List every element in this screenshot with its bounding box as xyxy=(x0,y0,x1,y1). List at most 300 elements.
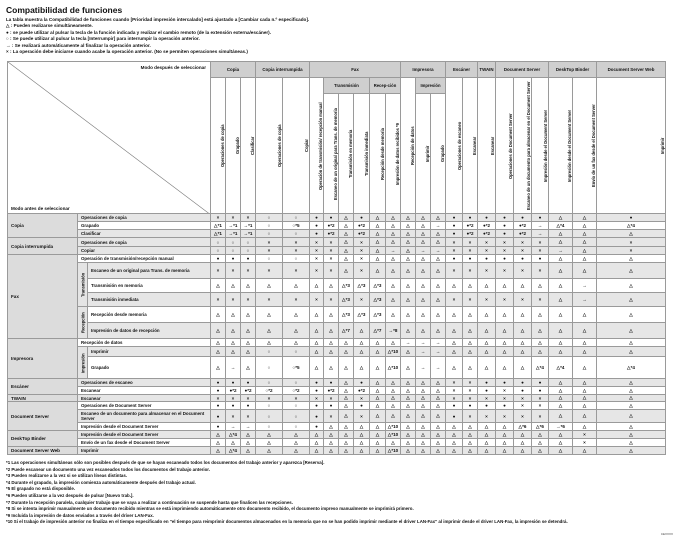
compat-cell: → xyxy=(431,222,446,230)
compat-cell: △ xyxy=(354,431,370,439)
compat-cell: × xyxy=(496,395,514,402)
table-row xyxy=(8,439,666,447)
compat-cell: △ xyxy=(401,247,416,255)
col-header: Operaciones de copia xyxy=(256,78,283,214)
compat-cell: △ xyxy=(416,439,431,447)
compat-cell: ● xyxy=(478,379,496,387)
compat-cell: × xyxy=(478,263,496,279)
row-subgroup-fax-recepcion: Recepción xyxy=(78,307,88,339)
compat-cell: △ xyxy=(514,347,532,357)
compat-cell: × xyxy=(324,255,339,263)
compat-cell: △ xyxy=(446,339,463,347)
compat-cell: ● xyxy=(354,402,370,410)
compat-cell: △ xyxy=(431,293,446,307)
compat-cell: × xyxy=(226,395,241,402)
compat-cell: △ xyxy=(463,447,478,455)
compat-cell: △ xyxy=(283,447,310,455)
compat-cell: × xyxy=(532,293,549,307)
compat-cell: △ xyxy=(226,279,241,293)
row-label: Recepción desde memoria xyxy=(88,307,211,323)
compat-cell: △ xyxy=(283,307,310,323)
compat-cell: △ xyxy=(339,395,354,402)
compat-cell: ● xyxy=(324,379,339,387)
compat-cell: × xyxy=(514,410,532,423)
compat-cell: △ xyxy=(431,387,446,395)
compat-cell: △ xyxy=(370,357,386,379)
compat-cell: △ xyxy=(431,255,446,263)
compat-cell: △ xyxy=(416,379,431,387)
compat-cell: → xyxy=(226,357,241,379)
compat-cell: ●*2 xyxy=(324,222,339,230)
compat-cell: × xyxy=(496,263,514,279)
compat-cell: ○ xyxy=(211,247,226,255)
legend-item: ○ : Se puede utilizar al pulsar la tecla [Interrumpir] para interrumpir la operación anterior. xyxy=(6,36,200,42)
compat-cell: × xyxy=(597,247,666,255)
compat-cell: △ xyxy=(416,293,431,307)
compat-cell: × xyxy=(446,247,463,255)
compat-cell: △*10 xyxy=(386,347,401,357)
compat-cell: × xyxy=(241,293,256,307)
compat-cell: △ xyxy=(431,238,446,247)
compat-cell: △ xyxy=(496,307,514,323)
compat-cell: △ xyxy=(256,431,283,439)
compat-cell: → xyxy=(416,347,431,357)
table-row xyxy=(8,222,666,230)
compat-cell: △ xyxy=(354,439,370,447)
col-subgroup-impresion: Impresión xyxy=(416,78,446,94)
row-subgroup-fax-transmision: Transmisión xyxy=(78,263,88,307)
compat-cell: △ xyxy=(386,230,401,238)
col-header: Transmisión en memoria xyxy=(339,94,354,214)
compat-cell: △ xyxy=(401,347,416,357)
compat-cell: △ xyxy=(310,439,324,447)
compat-cell: △*3 xyxy=(339,307,354,323)
compat-cell: △ xyxy=(463,347,478,357)
compat-cell: △ xyxy=(339,214,354,222)
compat-cell: △ xyxy=(549,255,573,263)
compat-cell: ● xyxy=(496,222,514,230)
compat-cell: △ xyxy=(386,439,401,447)
compat-cell: △ xyxy=(416,402,431,410)
compat-cell: ● xyxy=(478,402,496,410)
table-row xyxy=(8,387,666,395)
compat-cell: △ xyxy=(431,307,446,323)
compat-cell: △ xyxy=(339,339,354,347)
compat-cell: × xyxy=(446,238,463,247)
compat-cell: △ xyxy=(549,379,573,387)
compat-cell: × xyxy=(310,263,324,279)
compat-cell: △ xyxy=(549,214,573,222)
row-label: Copiar xyxy=(78,247,211,255)
triangle-symbol-icon: △ xyxy=(6,23,10,29)
compat-cell: △ xyxy=(211,431,226,439)
compat-cell: △ xyxy=(339,238,354,247)
compat-cell: ● xyxy=(514,255,532,263)
compat-cell: △ xyxy=(386,293,401,307)
compat-cell: △*10 xyxy=(386,447,401,455)
compat-cell: × xyxy=(478,247,496,255)
compat-cell: △ xyxy=(549,439,573,447)
col-header: Copiar xyxy=(283,78,310,214)
compat-cell: △ xyxy=(401,255,416,263)
compat-cell: △ xyxy=(256,307,283,323)
row-label: Impresión de datos de recepción xyxy=(88,323,211,339)
col-header: Escanear xyxy=(463,78,478,214)
compat-cell: ● xyxy=(532,387,549,395)
compat-cell: △ xyxy=(478,447,496,455)
footnote: *3 Pueden realizarse a la vez si se utilizan líneas distintas. xyxy=(6,473,128,479)
compat-cell: △ xyxy=(211,279,226,293)
row-label: Recepción de datos xyxy=(78,339,211,347)
compat-cell: △ xyxy=(339,423,354,431)
compat-cell: × xyxy=(514,395,532,402)
table-row xyxy=(8,357,666,379)
compat-cell: △ xyxy=(446,279,463,293)
compat-cell: △ xyxy=(496,347,514,357)
compat-cell: × xyxy=(496,247,514,255)
compat-cell: △ xyxy=(431,447,446,455)
compat-cell: × xyxy=(446,379,463,387)
compat-cell: × xyxy=(463,395,478,402)
compat-cell: △ xyxy=(386,402,401,410)
compat-cell: △ xyxy=(573,357,597,379)
compat-cell: △ xyxy=(416,431,431,439)
compat-cell: ○ xyxy=(241,238,256,247)
compat-cell: △ xyxy=(478,347,496,357)
footnote: *10 Si el trabajo de impresión anterior no finaliza en el tiempo especificado en "el tiempo para reimprimir documentos almacenados en la memoria que no se han podido imprimir mediante el driver LAN-Fax" al imprimir desde el driver LAN-Fax, la impresión se detendrá. xyxy=(6,519,568,525)
compat-cell: △ xyxy=(370,222,386,230)
compat-cell: × xyxy=(283,263,310,279)
compat-cell: ● xyxy=(226,255,241,263)
col-subgroup-recepcion: Recep-ción xyxy=(370,78,401,94)
compat-cell: △ xyxy=(370,214,386,222)
compat-cell: × xyxy=(310,395,324,402)
cross-symbol-icon: × xyxy=(6,49,9,55)
compat-cell: × xyxy=(226,263,241,279)
compat-cell: △ xyxy=(401,379,416,387)
compat-cell: ● xyxy=(310,423,324,431)
compat-cell: △ xyxy=(532,307,549,323)
compat-cell: ● xyxy=(310,214,324,222)
compat-cell: →*1 xyxy=(241,222,256,230)
col-header: Recepción desde memoria xyxy=(370,94,386,214)
compat-cell: △ xyxy=(573,410,597,423)
compat-cell: △ xyxy=(463,279,478,293)
compat-cell: △ xyxy=(597,379,666,387)
compat-cell: × xyxy=(226,293,241,307)
compat-cell: ● xyxy=(478,255,496,263)
compat-cell: ○ xyxy=(256,222,283,230)
compat-cell: △ xyxy=(532,447,549,455)
compat-cell: △ xyxy=(386,214,401,222)
row-label: Operaciones de copia xyxy=(78,238,211,247)
compat-cell: → xyxy=(573,293,597,307)
col-header: Escaneo de un original para Trans. de memoria xyxy=(324,94,339,214)
compat-cell: × xyxy=(463,387,478,395)
compat-cell: △ xyxy=(386,379,401,387)
compat-cell: △ xyxy=(549,347,573,357)
compat-cell: △ xyxy=(431,423,446,431)
compat-cell: △ xyxy=(339,379,354,387)
compat-cell: △ xyxy=(446,447,463,455)
compat-cell: × xyxy=(514,293,532,307)
compat-cell: ● xyxy=(211,387,226,395)
compat-cell: △ xyxy=(370,255,386,263)
compat-cell: ● xyxy=(211,423,226,431)
table-row xyxy=(8,230,666,238)
compat-cell: ●*2 xyxy=(226,387,241,395)
compat-cell: △ xyxy=(597,439,666,447)
col-group-twain: TWAIN xyxy=(478,62,496,78)
compat-cell: △ xyxy=(416,307,431,323)
row-subgroup-impresora-impresion: Impresión xyxy=(78,347,88,379)
footnote: *4 Durante el grapado, la impresión comienza automáticamente después del trabajo actual. xyxy=(6,479,196,485)
compat-cell: △ xyxy=(354,339,370,347)
compat-cell: △ xyxy=(324,323,339,339)
compat-cell: △ xyxy=(211,357,226,379)
compat-cell: △ xyxy=(416,255,431,263)
compat-cell: × xyxy=(256,293,283,307)
row-label: Impresión desde el Document Server xyxy=(78,423,211,431)
row-label: Operaciones de Document Server xyxy=(78,402,211,410)
col-header: Operación de transmisión/ recepción manual xyxy=(310,78,324,214)
compat-cell: △ xyxy=(431,431,446,439)
row-label: Transmisión en memoria xyxy=(88,279,211,293)
compat-cell: ○ xyxy=(256,410,283,423)
compat-cell: ○ xyxy=(283,402,310,410)
compat-cell: △ xyxy=(514,447,532,455)
compat-cell: △ xyxy=(573,238,597,247)
compat-cell: ● xyxy=(310,230,324,238)
compat-cell: △ xyxy=(256,323,283,339)
arrow-symbol-icon: → xyxy=(6,42,11,48)
row-label: Imprimir xyxy=(88,347,211,357)
compat-cell: △ xyxy=(226,339,241,347)
compat-cell: △ xyxy=(573,255,597,263)
compat-cell: × xyxy=(211,263,226,279)
compat-cell: × xyxy=(532,238,549,247)
figure-code: CEXXXX xyxy=(660,532,673,536)
compat-cell: →*1 xyxy=(226,222,241,230)
compat-cell: ● xyxy=(514,214,532,222)
compat-cell: ● xyxy=(324,214,339,222)
footnote: *7 Durante la recepción paralela, cualquier trabajo que se vaya a realizar a continuación se suspende hasta que finalicen las recepciones. xyxy=(6,499,293,505)
compat-cell: △ xyxy=(324,447,339,455)
row-label: Escanear xyxy=(78,387,211,395)
compat-cell: △ xyxy=(324,439,339,447)
compat-cell: → xyxy=(226,423,241,431)
compat-cell: △ xyxy=(401,431,416,439)
compat-cell: △ xyxy=(496,447,514,455)
compat-cell: ●*2 xyxy=(354,222,370,230)
compat-cell: △ xyxy=(386,307,401,323)
compat-cell: △ xyxy=(496,423,514,431)
compat-cell: △ xyxy=(370,238,386,247)
compat-cell: ● xyxy=(310,402,324,410)
compat-cell: △ xyxy=(283,279,310,293)
compat-cell: → xyxy=(532,222,549,230)
compat-cell: △ xyxy=(532,347,549,357)
compat-cell: △ xyxy=(532,279,549,293)
row-label: Escanear xyxy=(78,395,211,402)
compat-cell: △ xyxy=(370,431,386,439)
compat-cell: △ xyxy=(549,395,573,402)
compat-cell: △ xyxy=(370,247,386,255)
compat-cell: △ xyxy=(549,431,573,439)
compat-cell: △ xyxy=(573,339,597,347)
compat-cell: × xyxy=(283,395,310,402)
table-row xyxy=(8,238,666,247)
compat-cell: △ xyxy=(496,439,514,447)
compat-cell: × xyxy=(446,293,463,307)
compat-cell: × xyxy=(226,214,241,222)
compat-cell: × xyxy=(354,395,370,402)
legend-item: △ : Pueden realizarse simultáneamente. xyxy=(6,23,93,29)
compat-cell: × xyxy=(514,263,532,279)
compat-cell: →*1 xyxy=(241,230,256,238)
compat-cell: △ xyxy=(478,431,496,439)
compat-cell: △*7 xyxy=(339,323,354,339)
compat-cell: △ xyxy=(416,214,431,222)
open-circle-symbol-icon: ○ xyxy=(6,36,9,42)
compat-cell: △ xyxy=(370,379,386,387)
col-header: Grapado xyxy=(226,78,241,214)
compat-cell: ●*2 xyxy=(514,230,532,238)
compat-cell: △*6 xyxy=(532,423,549,431)
compat-cell: △ xyxy=(339,255,354,263)
compat-cell: △ xyxy=(401,293,416,307)
compat-cell: △ xyxy=(324,357,339,379)
row-group-document-server: Document Server xyxy=(8,402,78,431)
compat-cell: △ xyxy=(463,357,478,379)
compat-cell: ●*2 xyxy=(324,230,339,238)
compat-cell: × xyxy=(324,395,339,402)
compat-cell: △ xyxy=(463,439,478,447)
compat-cell: → xyxy=(549,247,573,255)
compat-cell: ○ xyxy=(256,214,283,222)
compat-cell: ●*2 xyxy=(354,230,370,238)
col-header: Clasificar xyxy=(241,78,256,214)
compat-cell: ● xyxy=(211,255,226,263)
compat-cell: △ xyxy=(573,423,597,431)
compat-cell: △ xyxy=(597,279,666,293)
compat-cell: △ xyxy=(549,410,573,423)
table-row xyxy=(8,214,666,222)
compat-cell: △ xyxy=(226,307,241,323)
compat-cell: ○*5 xyxy=(283,222,310,230)
compat-cell: △ xyxy=(532,439,549,447)
compat-cell: △ xyxy=(401,263,416,279)
compat-cell: △ xyxy=(401,423,416,431)
compat-cell: △*4 xyxy=(597,357,666,379)
compat-cell: △ xyxy=(310,447,324,455)
compat-cell: △ xyxy=(339,402,354,410)
compat-cell: △ xyxy=(597,402,666,410)
compat-cell: △ xyxy=(549,238,573,247)
compat-cell: △ xyxy=(573,395,597,402)
compat-cell: △ xyxy=(401,410,416,423)
compat-cell: △ xyxy=(496,431,514,439)
table-row xyxy=(8,339,666,347)
compat-cell: → xyxy=(416,247,431,255)
compat-cell: × xyxy=(211,293,226,307)
compat-cell: △ xyxy=(431,395,446,402)
compat-cell: △ xyxy=(354,347,370,357)
compat-cell: △ xyxy=(370,439,386,447)
compat-cell: ● xyxy=(597,214,666,222)
compat-cell: △ xyxy=(532,431,549,439)
corner-before-label: Modo antes de seleccionar xyxy=(11,206,70,211)
compat-cell: △ xyxy=(386,387,401,395)
compat-cell: ● xyxy=(226,379,241,387)
compat-cell: △ xyxy=(573,307,597,323)
compat-cell: △ xyxy=(226,323,241,339)
compat-cell: △*3 xyxy=(339,293,354,307)
compat-cell: △ xyxy=(416,263,431,279)
compat-cell: → xyxy=(401,339,416,347)
compat-cell: △ xyxy=(339,410,354,423)
compat-cell: × xyxy=(532,263,549,279)
compat-cell: △ xyxy=(416,222,431,230)
compat-cell: × xyxy=(446,387,463,395)
intro-legend xyxy=(6,17,309,55)
compat-cell: △ xyxy=(339,222,354,230)
compat-cell: △ xyxy=(446,323,463,339)
footnote: *2 Puede escanear un documento una vez escaneados todos los documentos del trabajo anterior. xyxy=(6,466,210,472)
compat-cell: △ xyxy=(370,410,386,423)
compat-cell: △ xyxy=(416,395,431,402)
row-label: Operaciones de copia xyxy=(78,214,211,222)
compat-cell: △ xyxy=(339,431,354,439)
compat-cell: △ xyxy=(283,339,310,347)
compat-cell: △ xyxy=(416,230,431,238)
compat-cell: △*3 xyxy=(370,307,386,323)
compat-cell: △ xyxy=(573,214,597,222)
compat-cell: △ xyxy=(532,339,549,347)
compat-cell: △ xyxy=(549,293,573,307)
compat-cell: ○ xyxy=(283,379,310,387)
compat-cell: △ xyxy=(370,423,386,431)
compat-cell: ●*2 xyxy=(463,230,478,238)
compat-cell: × xyxy=(354,255,370,263)
compat-cell: △ xyxy=(256,279,283,293)
compat-cell: △ xyxy=(416,323,431,339)
compat-cell: △ xyxy=(478,339,496,347)
compat-cell: ● xyxy=(463,214,478,222)
compat-cell: × xyxy=(463,238,478,247)
compat-cell: ○*2 xyxy=(256,387,283,395)
compat-cell: × xyxy=(310,293,324,307)
compat-cell: △ xyxy=(514,357,532,379)
compat-cell: → xyxy=(431,339,446,347)
compat-cell: × xyxy=(256,238,283,247)
compat-cell: → xyxy=(573,279,597,293)
compat-cell: △ xyxy=(463,423,478,431)
compat-cell: ● xyxy=(496,402,514,410)
compat-cell: △ xyxy=(549,230,573,238)
row-group-impresora: Impresora xyxy=(8,339,78,379)
row-label: Operación de transmisión/recepción manual xyxy=(78,255,211,263)
compat-cell: △ xyxy=(386,255,401,263)
compat-cell: ● xyxy=(211,379,226,387)
compat-cell: ●*2 xyxy=(478,230,496,238)
compat-cell: △*4 xyxy=(226,447,241,455)
compat-cell: △ xyxy=(339,387,354,395)
compat-cell: △ xyxy=(211,347,226,357)
col-header: Impresión desde el Document Server xyxy=(532,78,549,214)
compat-cell: △ xyxy=(310,279,324,293)
compat-cell: ○ xyxy=(283,230,310,238)
